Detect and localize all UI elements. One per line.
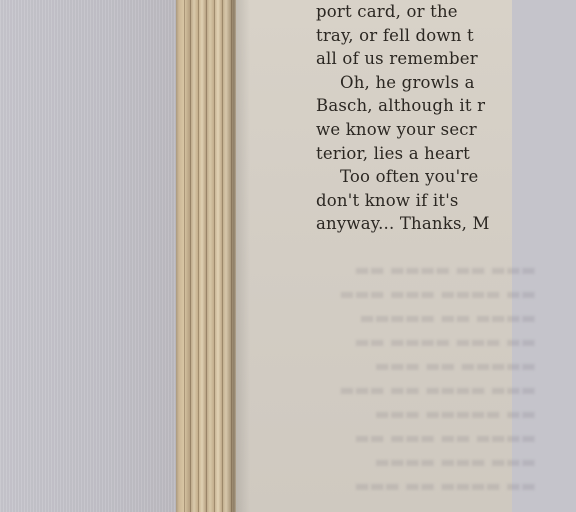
- text-line: Too often you're: [340, 167, 479, 187]
- spine-page-edge: [231, 0, 232, 512]
- text-line: Oh, he growls a: [340, 72, 475, 92]
- spine-page-edge: [214, 0, 215, 512]
- text-line: port card, or the: [316, 2, 458, 21]
- book-page: [236, 0, 536, 512]
- text-line: don't know if it's: [316, 190, 459, 210]
- spine-page-edge: [198, 0, 199, 512]
- text-line: anyway... Thanks, M: [316, 214, 490, 234]
- spine-page-edge: [206, 0, 207, 512]
- spine-page-edge: [184, 0, 185, 512]
- book-cover: [0, 0, 178, 512]
- show-through-text: ▬▬▬ ▬▬ ▬▬▬▬ ▬▬ ▬▬ ▬▬▬▬ ▬▬▬ ▬▬▬ ▬▬▬▬ ▬▬ ▬▬▬▬▬ ▬▬ ▬▬▬ ▬▬▬▬ ▬▬ ▬▬▬▬▬ ▬▬ ▬▬▬ ▬▬▬ ▬▬▬▬ ▬▬ ▬▬▬ ▬▬ ▬▬▬▬▬ ▬▬▬ ▬▬▬▬ ▬▬ ▬▬▬ ▬▬ ▬▬▬ ▬▬▬ ▬▬▬▬ ▬▬ ▬▬▬▬ ▬▬ ▬▬▬: [339, 260, 536, 495]
- book-spine: [176, 0, 236, 512]
- text-line: we know your secr: [316, 119, 477, 139]
- spine-page-edge: [190, 0, 191, 512]
- text-line: tray, or fell down t: [316, 25, 474, 45]
- text-line: Basch, although it r: [316, 96, 486, 116]
- text-line: terior, lies a heart: [316, 143, 470, 163]
- text-line: all of us remember: [316, 49, 478, 69]
- spine-page-edge: [222, 0, 223, 512]
- page-text: [316, 0, 576, 236]
